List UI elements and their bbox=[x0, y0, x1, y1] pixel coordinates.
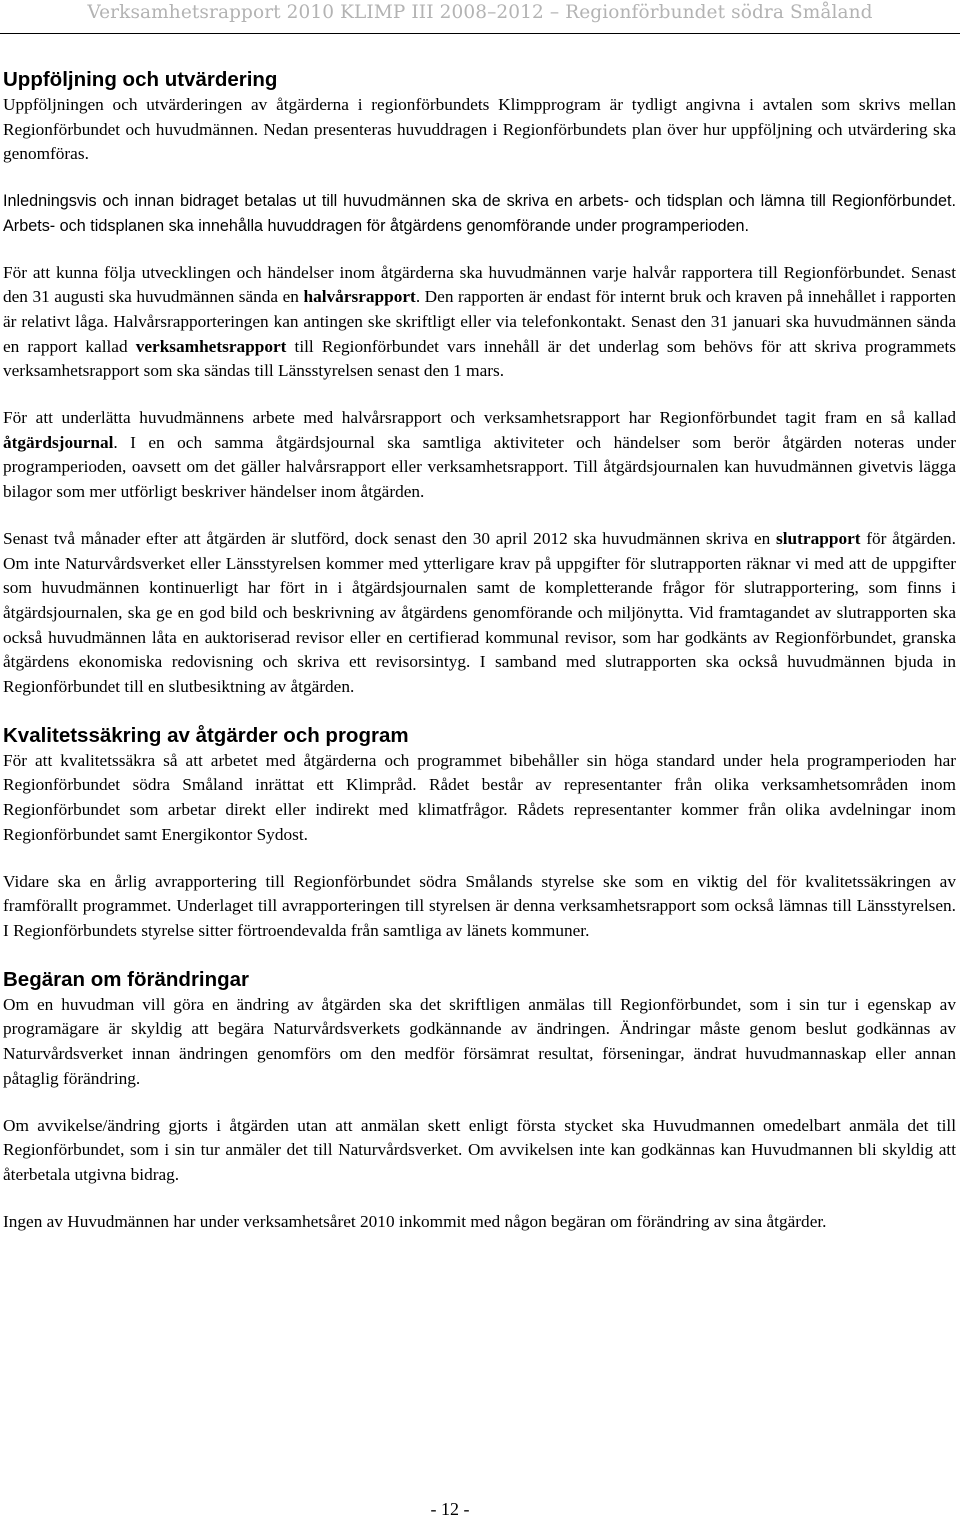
paragraph-kvalitet-2: Vidare ska en årlig avrapportering till Regionförbundet södra Smålands styrelse ske som en viktig del för kvalitetssäkringen av framförallt programmet. Underlaget till avrapporteringen till styrelsen är denna verksamhetsrapport som också lämnas till Länsstyrelsen. I Regionförbundets styrelse sitter förtroendevalda från samtliga av länets kommuner. bbox=[3, 871, 956, 940]
page-number: - 12 - bbox=[430, 1499, 470, 1519]
section-title-kvalitet: Kvalitetssäkring av åtgärder och program bbox=[3, 723, 409, 747]
paragraph-uppfoljning-4 bbox=[3, 406, 956, 505]
term-verksamhetsrapport: verksamhetsrapport bbox=[135, 336, 287, 356]
p3-text-b: . Den rapporten är endast för internt bruk och kraven på innehållet i rapporten är relativt låga. Halvårsrapporteringen kan antingen ske skriftligt eller via telefonkontakt. Senast den 31 januari ska huvudmännen sända en rapport kallad bbox=[3, 287, 956, 356]
p3-text-a: För att kunna följa utvecklingen och händelser inom åtgärderna ska huvudmännen varje halvår rapportera till Regionförbundet. Senast den 31 augusti ska huvudmännen sända en bbox=[3, 262, 956, 307]
term-halvarsrapport: halvårsrapport bbox=[303, 287, 416, 307]
paragraph-uppfoljning-2b: Arbets- och tidsplanen ska innehålla huvuddragen för åtgärdens genomförande under programperioden. bbox=[3, 216, 750, 235]
p4-text-a: För att underlätta huvudmännens arbete med halvårsrapport och verksamhetsrapport har Regionförbundet tagit fram en så kallad bbox=[3, 408, 956, 428]
p5-text-a: Senast två månader efter att åtgärden är slutförd, dock senast den 30 april 2012 ska huvudmännen skriva en bbox=[3, 528, 777, 548]
section-uppfoljning bbox=[3, 66, 956, 700]
paragraph-uppfoljning-5 bbox=[3, 527, 956, 700]
section-kvalitet bbox=[3, 722, 956, 944]
paragraph-uppfoljning-3 bbox=[3, 261, 956, 385]
paragraph-forandringar-1: Om en huvudman vill göra en ändring av åtgärden ska det skriftligen anmälas till Regionförbundet, som i sin tur i egenskap av programägare är skyldig att begära Naturvårdsverkets godkännande av ändringen. Ändringar måste genom beslut godkännas av Naturvårdsverket innan ändringen genomförs om den medför försämrat resultat, förseningar, ändrat huvudmannaskap eller annan påtaglig förändring. bbox=[3, 994, 956, 1088]
section-forandringar bbox=[3, 966, 956, 1235]
header-divider bbox=[0, 33, 960, 34]
paragraph-forandringar-2: Om avvikelse/ändring gjorts i åtgärden utan att anmälan skett enligt första stycket ska Huvudmannen omedelbart anmäla det till Regionförbundet, som i sin tur anmäler det till Naturvårdsverket. Om avvikelsen inte kan godkännas kan Huvudmannen bli skyldig att återbetala utgivna bidrag. bbox=[3, 1115, 956, 1184]
section-title-forandringar: Begäran om förändringar bbox=[3, 967, 250, 991]
paragraph-kvalitet-1: För att kvalitetssäkra så att arbetet med åtgärderna och programmet bibehåller sin höga standard under hela programperioden har Regionförbundet södra Småland inrättat ett Klimpråd. Rådet består av representanter från olika verksamhetsområden inom Regionförbundet som arbetar direkt eller indirekt med klimatfrågor. Rådets representanter kommer från olika avdelningar inom Regionförbundet samt Energikontor Sydost. bbox=[3, 750, 956, 844]
running-header: Verksamhetsrapport 2010 KLIMP III 2008–2012 – Regionförbundet södra Småland bbox=[87, 2, 873, 23]
section-title-uppfoljning: Uppföljning och utvärdering bbox=[3, 68, 278, 91]
p5-text-b: för åtgärden. Om inte Naturvårdsverket eller Länsstyrelsen kommer med ytterligare krav på uppgifter för slutrapporten räknar vi med att de uppgifter som huvudmännen kontinuerligt har fört in i åtgärdsjournalen samt de kompletterande frågor för slutrapportering, som finns i åtgärdsjournalen, ska ge en god bild och beskrivning av åtgärdens genomförande och miljönytta. Vid framtagandet av slutrapporten ska också huvudmännen låta en auktoriserad revisor eller en certifierad kommunal revisor, som har godkänts av Regionförbundet, granska åtgärdens ekonomiska redovisning och skriva ett revisorsintyg. I samband med slutrapporten ska också huvudmännen bjuda in Regionförbundet till en slutbesiktning av åtgärden. bbox=[3, 528, 956, 697]
p3-text-c: till Regionförbundet vars innehåll är det underlag som behövs för att skriva programmets verksamhetsrapport som ska sändas till Länsstyrelsen senast den 1 mars. bbox=[3, 336, 956, 381]
paragraph-uppfoljning-1: Uppföljningen och utvärderingen av åtgärderna i regionförbundets Klimpprogram är tydligt angivna i avtalen som skrivs mellan Regionförbundet och huvudmännen. Nedan presenteras huvuddragen i Regionförbundets plan över hur uppföljning och utvärdering ska genomföras. bbox=[3, 95, 956, 164]
term-atgardsjournal: åtgärdsjournal bbox=[3, 432, 114, 452]
term-slutrapport: slutrapport bbox=[776, 528, 861, 548]
paragraph-uppfoljning-2a: Inledningsvis och innan bidraget betalas ut till huvudmännen ska de skriva en arbets- och tidsplan och lämna till Regionförbundet. bbox=[3, 192, 956, 211]
page-content bbox=[3, 66, 956, 1256]
paragraph-uppfoljning-2 bbox=[3, 189, 956, 238]
paragraph-forandringar-3: Ingen av Huvudmännen har under verksamhetsåret 2010 inkommit med någon begäran om förändring av sina åtgärder. bbox=[3, 1211, 827, 1231]
p4-text-b: . I en och samma åtgärdsjournal ska samtliga aktiviteter och händelser som berör åtgärden noteras under programperioden, oavsett om det gäller halvårsrapport eller verksamhetsrapport. Till åtgärdsjournalen kan huvudmännen givetvis lägga bilagor som mer utförligt beskriver händelser inom åtgärden. bbox=[3, 432, 956, 502]
